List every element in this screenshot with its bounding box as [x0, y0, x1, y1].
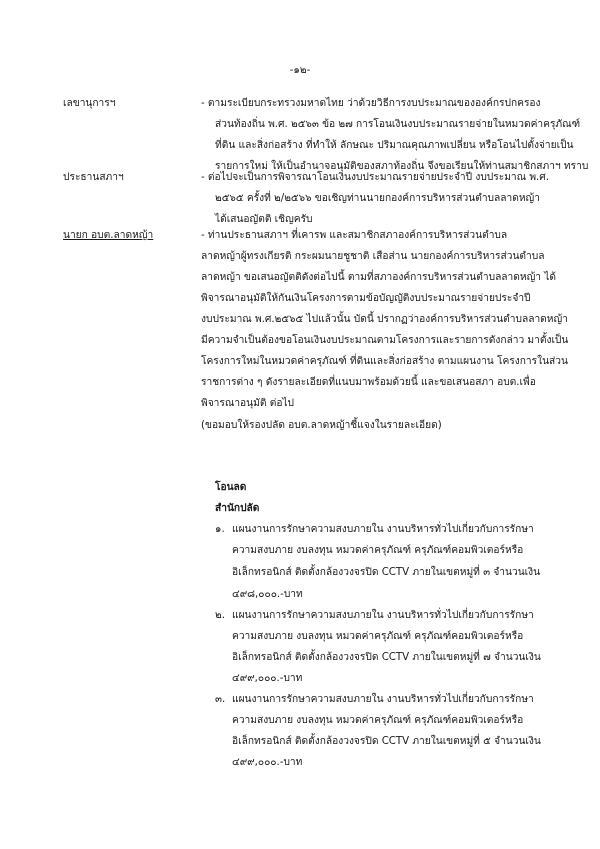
section-title: โอนลด	[215, 482, 247, 493]
mayor-line: โครงการใหม่ในหมวดค่าครุภัณฑ์ ที่ดินและสิ่งก่อสร้าง ตามแผนงาน โครงการในส่วน	[201, 356, 568, 367]
secretary-line: รายการใหม่ ให้เป็นอำนาจอนุมัติของสภาท้องถิ่น จึงขอเรียนให้ท่านสมาชิกสภาฯ ทราบ	[215, 161, 589, 172]
item-number: ๑.	[215, 524, 225, 535]
item-line: ๔๙๙,๐๐๐.-บาท	[232, 673, 303, 684]
item-line: แผนงานการรักษาความสงบภายใน งานบริหารทั่วไปเกี่ยวกับการรักษา	[232, 524, 534, 535]
secretary-line: - ตามระเบียบกระทรวงมหาดไทย ว่าด้วยวิธีการงบประมาณขององค์กรปกครอง	[201, 98, 541, 109]
item-number: ๓.	[215, 694, 226, 705]
item-line: แผนงานการรักษาความสงบภายใน งานบริหารทั่วไปเกี่ยวกับการรักษา	[232, 610, 534, 621]
secretary-line: ที่ดิน และสิ่งก่อสร้าง ที่ทำให้ ลักษณะ ปริมาณคุณภาพเปลี่ยน หรือโอนไปตั้งจ่ายเป็น	[215, 140, 574, 151]
item-line: อิเล็กทรอนิกส์ ติดตั้งกล้องวงจรปิด CCTV ภายในเขตหมู่ที่ ๗ จำนวนเงิน	[232, 652, 541, 663]
item-line: อิเล็กทรอนิกส์ ติดตั้งกล้องวงจรปิด CCTV ภายในเขตหมู่ที่ ๓ จำนวนเงิน	[232, 567, 541, 578]
item-line: อิเล็กทรอนิกส์ ติดตั้งกล้องวงจรปิด CCTV ภายในเขตหมู่ที่ ๕ จำนวนเงิน	[232, 736, 541, 747]
chairman-line: - ต่อไปจะเป็นการพิจารณาโอนเงินงบประมาณรายจ่ายประจำปี งบประมาณ พ.ศ.	[201, 172, 549, 183]
mayor-line: งบประมาณ พ.ศ.๒๕๖๕ ไปแล้วนั้น บัดนี้ ปรากฏว่าองค์การบริหารส่วนตำบลลาดหญ้า	[201, 314, 568, 325]
item-line: ความสงบภาย งบลงทุน หมวดค่าครุภัณฑ์ ครุภัณฑ์คอมพิวเตอร์หรือ	[232, 631, 524, 642]
item-line: ๔๙๙,๐๐๐.-บาท	[232, 757, 303, 768]
mayor-line: ลาดหญ้าผู้ทรงเกียรติ กระผมนายชูชาติ เสือส่าน นายกองค์การบริหารส่วนตำบล	[201, 251, 545, 262]
item-line: ความสงบภาย งบลงทุน หมวดค่าครุภัณฑ์ ครุภัณฑ์คอมพิวเตอร์หรือ	[232, 545, 524, 556]
item-line: แผนงานการรักษาความสงบภายใน งานบริหารทั่วไปเกี่ยวกับการรักษา	[232, 694, 534, 705]
chairman-line: ได้เสนอญัตติ เชิญครับ	[215, 214, 313, 225]
item-number: ๒.	[215, 610, 225, 621]
mayor-line: ลาดหญ้า ขอเสนอญัตติดังต่อไปนี้ ตามที่สภาองค์การบริหารส่วนตำบลลาดหญ้า ได้	[201, 272, 556, 283]
mayor-line: ราชการต่าง ๆ ดังรายละเอียดที่แนบมาพร้อมด้วยนี้ และขอเสนอสภา อบต.เพื่อ	[201, 377, 536, 388]
speaker-mayor: นายก อบต.ลาดหญ้า	[63, 230, 154, 241]
item-line: ความสงบภาย งบลงทุน หมวดค่าครุภัณฑ์ ครุภัณฑ์คอมพิวเตอร์หรือ	[232, 715, 524, 726]
speaker-chairman: ประธานสภาฯ	[63, 172, 124, 183]
secretary-line: ส่วนท้องถิ่น พ.ศ. ๒๕๖๓ ข้อ ๒๗ การโอนเงินงบประมาณรายจ่ายในหมวดค่าครุภัณฑ์	[215, 119, 581, 130]
chairman-line: ๒๕๖๕ ครั้งที่ ๒/๒๕๖๖ ขอเชิญท่านนายกองค์การบริหารส่วนตำบลลาดหญ้า	[215, 193, 540, 204]
office-title: สำนักปลัด	[215, 503, 260, 514]
delegation-note: (ขอมอบให้รองปลัด อบต.ลาดหญ้าชี้แจงในรายละเอียด)	[201, 420, 442, 431]
speaker-secretary: เลขานุการฯ	[63, 98, 116, 109]
page-number: -๑๒-	[289, 65, 311, 76]
mayor-line: พิจารณาอนุมัติ ต่อไป	[201, 398, 295, 409]
mayor-line: - ท่านประธานสภาฯ ที่เคารพ และสมาชิกสภาองค์การบริหารส่วนตำบล	[201, 230, 508, 241]
mayor-line: พิจารณาอนุมัติให้กันเงินโครงการตามข้อบัญญัติงบประมาณรายจ่ายประจำปี	[201, 293, 531, 304]
item-line: ๔๙๘,๐๐๐.-บาท	[232, 589, 303, 600]
mayor-line: มีความจำเป็นต้องขอโอนเงินงบประมาณตามโครงการและรายการดังกล่าว มาตั้งเป็น	[201, 335, 569, 346]
